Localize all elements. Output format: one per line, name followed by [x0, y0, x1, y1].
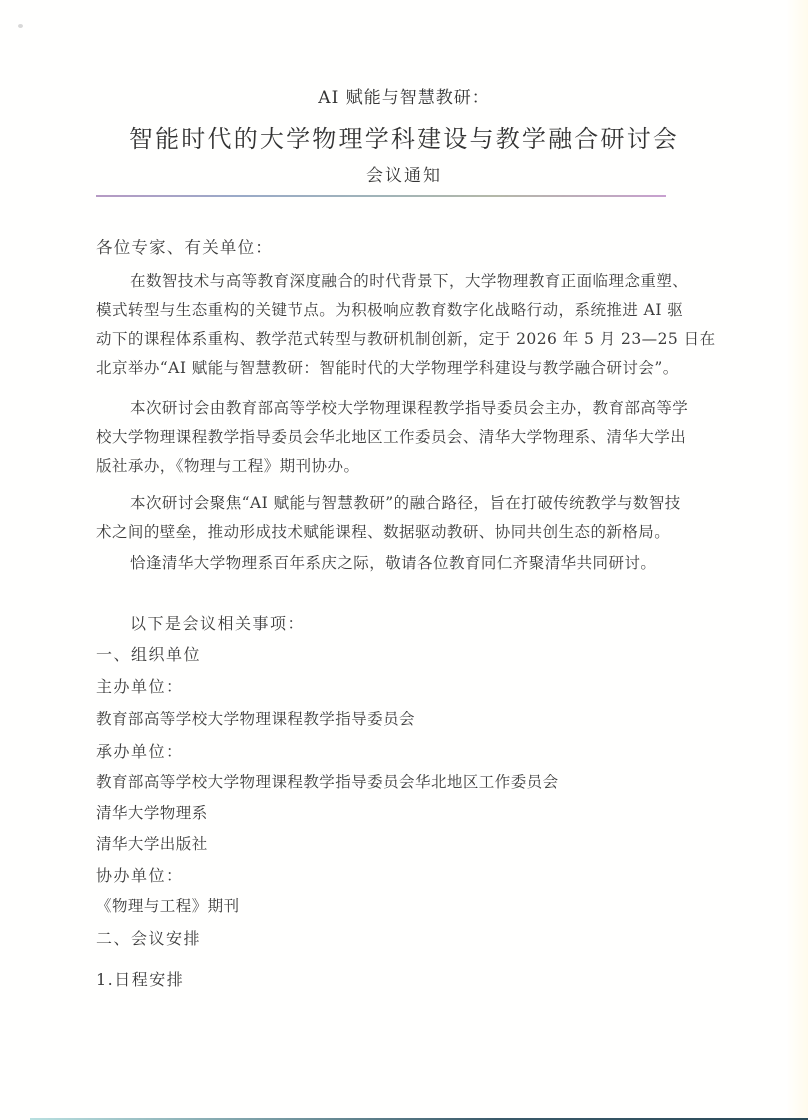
organizer-label: 承办单位： — [96, 742, 184, 761]
paragraph-1-line-2: 模式转型与生态重构的关键节点。为积极响应教育数字化战略行动，系统推进 AI 驱 — [96, 301, 684, 319]
section-2-sub-1: 1.日程安排 — [96, 970, 185, 989]
coorganizer-unit-1: 《物理与工程》期刊 — [96, 897, 240, 915]
document-subtitle: AI 赋能与智慧教研： — [318, 88, 490, 108]
paragraph-2-line-3: 版社承办，《物理与工程》期刊协办。 — [96, 457, 360, 475]
paragraph-1-line-4: 北京举办“AI 赋能与智慧教研：智能时代的大学物理学科建设与教学融合研讨会”。 — [96, 359, 679, 377]
coorganizer-label: 协办单位： — [96, 866, 184, 885]
organizer-unit-1: 教育部高等学校大学物理课程教学指导委员会华北地区工作委员会 — [96, 773, 559, 791]
section-1-heading: 一、组织单位 — [96, 645, 202, 664]
section-2-heading: 二、会议安排 — [96, 929, 202, 948]
title-divider — [96, 195, 666, 197]
organizer-unit-2: 清华大学物理系 — [96, 804, 208, 822]
greeting: 各位专家、有关单位： — [96, 238, 273, 257]
paragraph-2-line-1: 本次研讨会由教育部高等学校大学物理课程教学指导委员会主办，教育部高等学 — [130, 399, 689, 417]
paragraph-2-line-2: 校大学物理课程教学指导委员会华北地区工作委员会、清华大学物理系、清华大学出 — [96, 428, 687, 446]
host-unit: 教育部高等学校大学物理课程教学指导委员会 — [96, 710, 416, 728]
items-intro: 以下是会议相关事项： — [130, 614, 306, 633]
organizer-unit-3: 清华大学出版社 — [96, 835, 208, 853]
document-notice-label: 会议通知 — [366, 166, 442, 186]
paragraph-3-line-2: 术之间的壁垒，推动形成技术赋能课程、数据驱动教研、协同共创生态的新格局。 — [96, 523, 671, 541]
host-label: 主办单位： — [96, 677, 184, 696]
scan-speck — [18, 24, 23, 28]
document-title: 智能时代的大学物理学科建设与教学融合研讨会 — [128, 125, 680, 153]
paragraph-1-line-1: 在数智技术与高等教育深度融合的时代背景下，大学物理教育正面临理念重塑、 — [130, 272, 689, 290]
paragraph-4-line-1: 恰逢清华大学物理系百年系庆之际，敬请各位教育同仁齐聚清华共同研讨。 — [130, 554, 657, 572]
paragraph-3-line-1: 本次研讨会聚焦“AI 赋能与智慧教研”的融合路径，旨在打破传统教学与数智技 — [130, 494, 681, 512]
paragraph-1-line-3: 动下的课程体系重构、教学范式转型与教研机制创新，定于 2026 年 5 月 23—25 日在 — [96, 330, 716, 348]
